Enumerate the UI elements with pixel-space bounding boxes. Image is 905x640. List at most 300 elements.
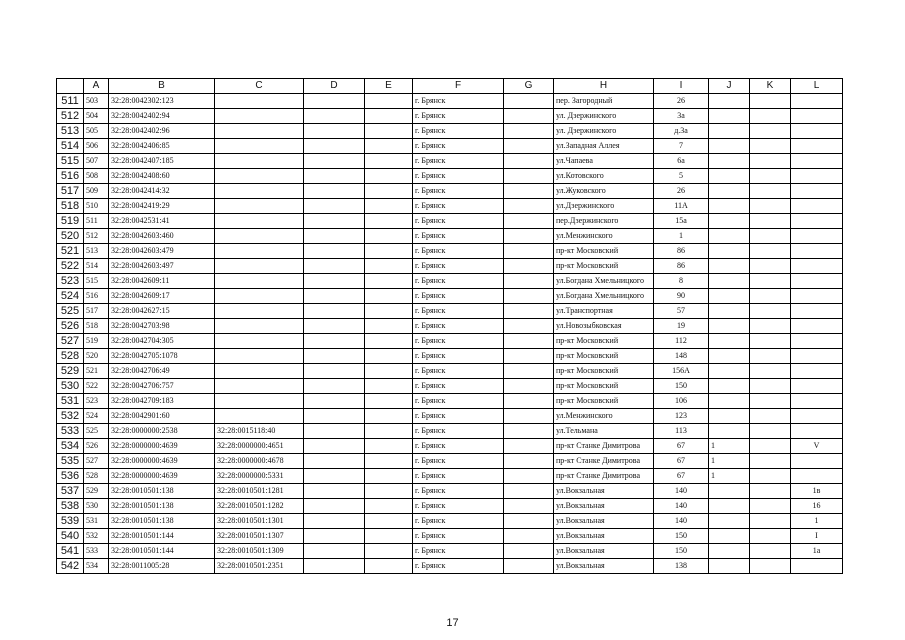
cell-f: г. Брянск [413, 94, 504, 109]
cell-f: г. Брянск [413, 364, 504, 379]
cell-g [504, 109, 554, 124]
cell-j [709, 304, 750, 319]
row-number: 519 [57, 214, 84, 229]
cell-e [365, 229, 413, 244]
cell-i: 140 [654, 484, 709, 499]
row-number: 531 [57, 394, 84, 409]
cell-h: пр-кт Станке Димитрова [554, 469, 654, 484]
cell-j [709, 154, 750, 169]
cell-f: г. Брянск [413, 304, 504, 319]
row-number: 524 [57, 289, 84, 304]
cell-a: 512 [84, 229, 109, 244]
cell-l [791, 139, 843, 154]
row-number: 539 [57, 514, 84, 529]
cell-k [750, 319, 791, 334]
cell-j [709, 124, 750, 139]
column-header-l: L [791, 79, 843, 94]
cell-c [215, 259, 304, 274]
corner-cell [57, 79, 84, 94]
table-row [57, 214, 843, 229]
cell-k [750, 274, 791, 289]
cell-i: 113 [654, 424, 709, 439]
cell-j [709, 244, 750, 259]
cell-i: 11А [654, 199, 709, 214]
cell-c [215, 289, 304, 304]
cell-e [365, 529, 413, 544]
cell-e [365, 559, 413, 574]
cell-h: ул.Вокзальная [554, 499, 654, 514]
cell-k [750, 409, 791, 424]
cell-f: г. Брянск [413, 184, 504, 199]
cell-l [791, 559, 843, 574]
table-row [57, 184, 843, 199]
cell-f: г. Брянск [413, 439, 504, 454]
cell-k [750, 154, 791, 169]
cell-j [709, 289, 750, 304]
row-number: 538 [57, 499, 84, 514]
cell-b: 32:28:0010501:138 [109, 499, 215, 514]
cell-b: 32:28:0042901:60 [109, 409, 215, 424]
cell-d [304, 334, 365, 349]
cell-e [365, 124, 413, 139]
cell-f: г. Брянск [413, 409, 504, 424]
cell-h: ул.Тельмана [554, 424, 654, 439]
row-number: 542 [57, 559, 84, 574]
cell-i: 67 [654, 439, 709, 454]
cell-j: 1 [709, 469, 750, 484]
cell-d [304, 514, 365, 529]
cell-i: 15а [654, 214, 709, 229]
cell-c [215, 199, 304, 214]
cell-b: 32:28:0042414:32 [109, 184, 215, 199]
cell-e [365, 244, 413, 259]
cell-j [709, 199, 750, 214]
cell-e [365, 424, 413, 439]
cell-k [750, 529, 791, 544]
cell-k [750, 199, 791, 214]
row-number: 534 [57, 439, 84, 454]
cell-j [709, 349, 750, 364]
row-number: 525 [57, 304, 84, 319]
cell-k [750, 334, 791, 349]
table-row [57, 199, 843, 214]
table-row [57, 544, 843, 559]
cell-d [304, 319, 365, 334]
cell-f: г. Брянск [413, 319, 504, 334]
cell-f: г. Брянск [413, 259, 504, 274]
cell-h: ул.Чапаева [554, 154, 654, 169]
cell-e [365, 169, 413, 184]
column-header-i: I [654, 79, 709, 94]
cell-g [504, 454, 554, 469]
cell-k [750, 109, 791, 124]
cell-e [365, 139, 413, 154]
cell-b: 32:28:0042419:29 [109, 199, 215, 214]
column-header-b: B [109, 79, 215, 94]
cell-b: 32:28:0000000:4639 [109, 454, 215, 469]
table-row [57, 109, 843, 124]
cell-f: г. Брянск [413, 394, 504, 409]
cell-i: 26 [654, 184, 709, 199]
cell-d [304, 139, 365, 154]
table-row [57, 169, 843, 184]
cell-c [215, 154, 304, 169]
cell-j [709, 514, 750, 529]
cell-l [791, 454, 843, 469]
cell-l [791, 274, 843, 289]
cell-k [750, 244, 791, 259]
cell-j [709, 364, 750, 379]
cell-f: г. Брянск [413, 499, 504, 514]
cell-k [750, 424, 791, 439]
cell-a: 530 [84, 499, 109, 514]
cell-i: 67 [654, 454, 709, 469]
cell-h: ул.Вокзальная [554, 559, 654, 574]
cell-c [215, 349, 304, 364]
cell-k [750, 364, 791, 379]
cell-f: г. Брянск [413, 379, 504, 394]
cell-f: г. Брянск [413, 154, 504, 169]
column-header-k: K [750, 79, 791, 94]
cell-c [215, 109, 304, 124]
cell-b: 32:28:0042703:98 [109, 319, 215, 334]
row-number: 520 [57, 229, 84, 244]
cell-i: 86 [654, 259, 709, 274]
cell-a: 526 [84, 439, 109, 454]
table-row [57, 529, 843, 544]
cell-l [791, 409, 843, 424]
cell-l [791, 214, 843, 229]
cell-g [504, 409, 554, 424]
cell-g [504, 169, 554, 184]
cell-b: 32:28:0042402:94 [109, 109, 215, 124]
row-number: 515 [57, 154, 84, 169]
cell-d [304, 154, 365, 169]
table-row [57, 244, 843, 259]
cell-i: 6а [654, 154, 709, 169]
table-row [57, 319, 843, 334]
cell-j [709, 109, 750, 124]
cell-l: 1в [791, 484, 843, 499]
cell-a: 511 [84, 214, 109, 229]
cell-f: г. Брянск [413, 289, 504, 304]
cell-h: пер.Дзержинского [554, 214, 654, 229]
row-number: 518 [57, 199, 84, 214]
cell-g [504, 94, 554, 109]
cell-d [304, 544, 365, 559]
row-number: 522 [57, 259, 84, 274]
cell-j [709, 379, 750, 394]
cell-e [365, 454, 413, 469]
cell-a: 527 [84, 454, 109, 469]
cell-i: 1 [654, 229, 709, 244]
cell-e [365, 289, 413, 304]
cell-i: 140 [654, 514, 709, 529]
cell-b: 32:28:0042531:41 [109, 214, 215, 229]
cell-k [750, 139, 791, 154]
spreadsheet-table [56, 78, 843, 574]
cell-e [365, 94, 413, 109]
cell-a: 509 [84, 184, 109, 199]
cell-h: ул.Транспортная [554, 304, 654, 319]
table-row [57, 409, 843, 424]
column-header-g: G [504, 79, 554, 94]
cell-e [365, 544, 413, 559]
cell-h: ул.Жуковского [554, 184, 654, 199]
cell-a: 531 [84, 514, 109, 529]
cell-j [709, 409, 750, 424]
table-row [57, 394, 843, 409]
cell-i: 57 [654, 304, 709, 319]
cell-i: 19 [654, 319, 709, 334]
cell-k [750, 94, 791, 109]
cell-b: 32:28:0000000:2538 [109, 424, 215, 439]
cell-d [304, 229, 365, 244]
cell-f: г. Брянск [413, 124, 504, 139]
cell-b: 32:28:0042706:49 [109, 364, 215, 379]
cell-c [215, 214, 304, 229]
cell-a: 516 [84, 289, 109, 304]
cell-e [365, 514, 413, 529]
table-row [57, 304, 843, 319]
table-row [57, 289, 843, 304]
cell-l [791, 229, 843, 244]
cell-h: пр-кт Московский [554, 334, 654, 349]
cell-j: 1 [709, 454, 750, 469]
cell-k [750, 379, 791, 394]
cell-k [750, 394, 791, 409]
cell-b: 32:28:0042709:183 [109, 394, 215, 409]
cell-f: г. Брянск [413, 139, 504, 154]
cell-k [750, 469, 791, 484]
cell-l [791, 289, 843, 304]
row-number: 537 [57, 484, 84, 499]
cell-e [365, 199, 413, 214]
cell-g [504, 349, 554, 364]
cell-d [304, 304, 365, 319]
cell-c: 32:28:0010501:1309 [215, 544, 304, 559]
cell-b: 32:28:0042402:96 [109, 124, 215, 139]
cell-h: ул.Менжинского [554, 229, 654, 244]
cell-j [709, 139, 750, 154]
table-row [57, 454, 843, 469]
cell-c [215, 379, 304, 394]
cell-d [304, 529, 365, 544]
cell-a: 507 [84, 154, 109, 169]
cell-e [365, 499, 413, 514]
cell-j [709, 229, 750, 244]
cell-g [504, 334, 554, 349]
cell-g [504, 559, 554, 574]
cell-a: 524 [84, 409, 109, 424]
cell-h: пр-кт Московский [554, 259, 654, 274]
cell-l [791, 334, 843, 349]
table-row [57, 334, 843, 349]
cell-e [365, 394, 413, 409]
cell-j [709, 274, 750, 289]
cell-b: 32:28:0010501:138 [109, 484, 215, 499]
cell-l [791, 424, 843, 439]
cell-h: ул.Вокзальная [554, 514, 654, 529]
cell-f: г. Брянск [413, 529, 504, 544]
cell-e [365, 274, 413, 289]
cell-h: ул.Богдана Хмельницкого [554, 274, 654, 289]
cell-k [750, 229, 791, 244]
cell-i: 123 [654, 409, 709, 424]
cell-k [750, 214, 791, 229]
cell-g [504, 289, 554, 304]
cell-g [504, 394, 554, 409]
table-row [57, 379, 843, 394]
table-row [57, 94, 843, 109]
cell-h: ул.Вокзальная [554, 529, 654, 544]
cell-a: 520 [84, 349, 109, 364]
cell-e [365, 304, 413, 319]
cell-j [709, 169, 750, 184]
cell-f: г. Брянск [413, 109, 504, 124]
cell-a: 514 [84, 259, 109, 274]
cell-g [504, 214, 554, 229]
row-number: 511 [57, 94, 84, 109]
cell-a: 521 [84, 364, 109, 379]
cell-g [504, 154, 554, 169]
table-row [57, 439, 843, 454]
cell-e [365, 154, 413, 169]
cell-e [365, 214, 413, 229]
cell-c: 32:28:0015118:40 [215, 424, 304, 439]
column-header-h: H [554, 79, 654, 94]
cell-f: г. Брянск [413, 484, 504, 499]
cell-f: г. Брянск [413, 424, 504, 439]
cell-g [504, 244, 554, 259]
cell-g [504, 439, 554, 454]
cell-j [709, 529, 750, 544]
cell-e [365, 439, 413, 454]
cell-f: г. Брянск [413, 169, 504, 184]
cell-j [709, 319, 750, 334]
cell-l [791, 394, 843, 409]
cell-j [709, 184, 750, 199]
cell-f: г. Брянск [413, 544, 504, 559]
cell-i: 138 [654, 559, 709, 574]
cell-f: г. Брянск [413, 229, 504, 244]
cell-k [750, 559, 791, 574]
cell-c [215, 244, 304, 259]
cell-b: 32:28:0042603:460 [109, 229, 215, 244]
cell-c: 32:28:0010501:1301 [215, 514, 304, 529]
cell-l [791, 349, 843, 364]
cell-h: пр-кт Московский [554, 364, 654, 379]
row-number: 529 [57, 364, 84, 379]
cell-l [791, 124, 843, 139]
cell-g [504, 229, 554, 244]
row-number: 530 [57, 379, 84, 394]
cell-e [365, 259, 413, 274]
cell-f: г. Брянск [413, 559, 504, 574]
row-number: 521 [57, 244, 84, 259]
cell-l [791, 109, 843, 124]
row-number: 516 [57, 169, 84, 184]
cell-h: пр-кт Московский [554, 394, 654, 409]
cell-e [365, 184, 413, 199]
cell-a: 510 [84, 199, 109, 214]
cell-a: 523 [84, 394, 109, 409]
cell-i: 150 [654, 379, 709, 394]
cell-l [791, 364, 843, 379]
cell-i: 150 [654, 529, 709, 544]
cell-e [365, 469, 413, 484]
table-row [57, 559, 843, 574]
cell-c: 32:28:0010501:1281 [215, 484, 304, 499]
cell-f: г. Брянск [413, 214, 504, 229]
row-number: 513 [57, 124, 84, 139]
cell-e [365, 334, 413, 349]
cell-g [504, 319, 554, 334]
cell-d [304, 94, 365, 109]
cell-j [709, 544, 750, 559]
cell-k [750, 349, 791, 364]
page-number: 17 [446, 617, 459, 629]
cell-h: ул. Дзержинского [554, 124, 654, 139]
cell-k [750, 484, 791, 499]
cell-e [365, 484, 413, 499]
cell-g [504, 514, 554, 529]
cell-d [304, 439, 365, 454]
cell-d [304, 559, 365, 574]
cell-b: 32:28:0042407:185 [109, 154, 215, 169]
column-header-row [57, 79, 843, 94]
column-header-d: D [304, 79, 365, 94]
column-header-j: J [709, 79, 750, 94]
cell-f: г. Брянск [413, 349, 504, 364]
cell-b: 32:28:0000000:4639 [109, 439, 215, 454]
cell-h: ул.Вокзальная [554, 484, 654, 499]
cell-c [215, 169, 304, 184]
cell-a: 518 [84, 319, 109, 334]
cell-d [304, 379, 365, 394]
cell-c: 32:28:0000000:4651 [215, 439, 304, 454]
cell-e [365, 109, 413, 124]
cell-j [709, 484, 750, 499]
cell-h: ул.Новозыбковская [554, 319, 654, 334]
row-number: 517 [57, 184, 84, 199]
cell-d [304, 214, 365, 229]
cell-b: 32:28:0042406:85 [109, 139, 215, 154]
cell-e [365, 319, 413, 334]
cell-e [365, 364, 413, 379]
cell-c: 32:28:0010501:2351 [215, 559, 304, 574]
cell-h: ул.Богдана Хмельницкого [554, 289, 654, 304]
cell-d [304, 289, 365, 304]
cell-e [365, 349, 413, 364]
cell-d [304, 484, 365, 499]
cell-d [304, 364, 365, 379]
cell-a: 508 [84, 169, 109, 184]
cell-c: 32:28:0010501:1307 [215, 529, 304, 544]
cell-i: 5 [654, 169, 709, 184]
cell-l [791, 199, 843, 214]
cell-c [215, 334, 304, 349]
table-body [57, 94, 843, 574]
cell-b: 32:28:0042302:123 [109, 94, 215, 109]
table-row [57, 364, 843, 379]
table-row [57, 229, 843, 244]
cell-i: 8 [654, 274, 709, 289]
row-number: 523 [57, 274, 84, 289]
cell-d [304, 424, 365, 439]
cell-a: 532 [84, 529, 109, 544]
cell-h: пр-кт Станке Димитрова [554, 439, 654, 454]
